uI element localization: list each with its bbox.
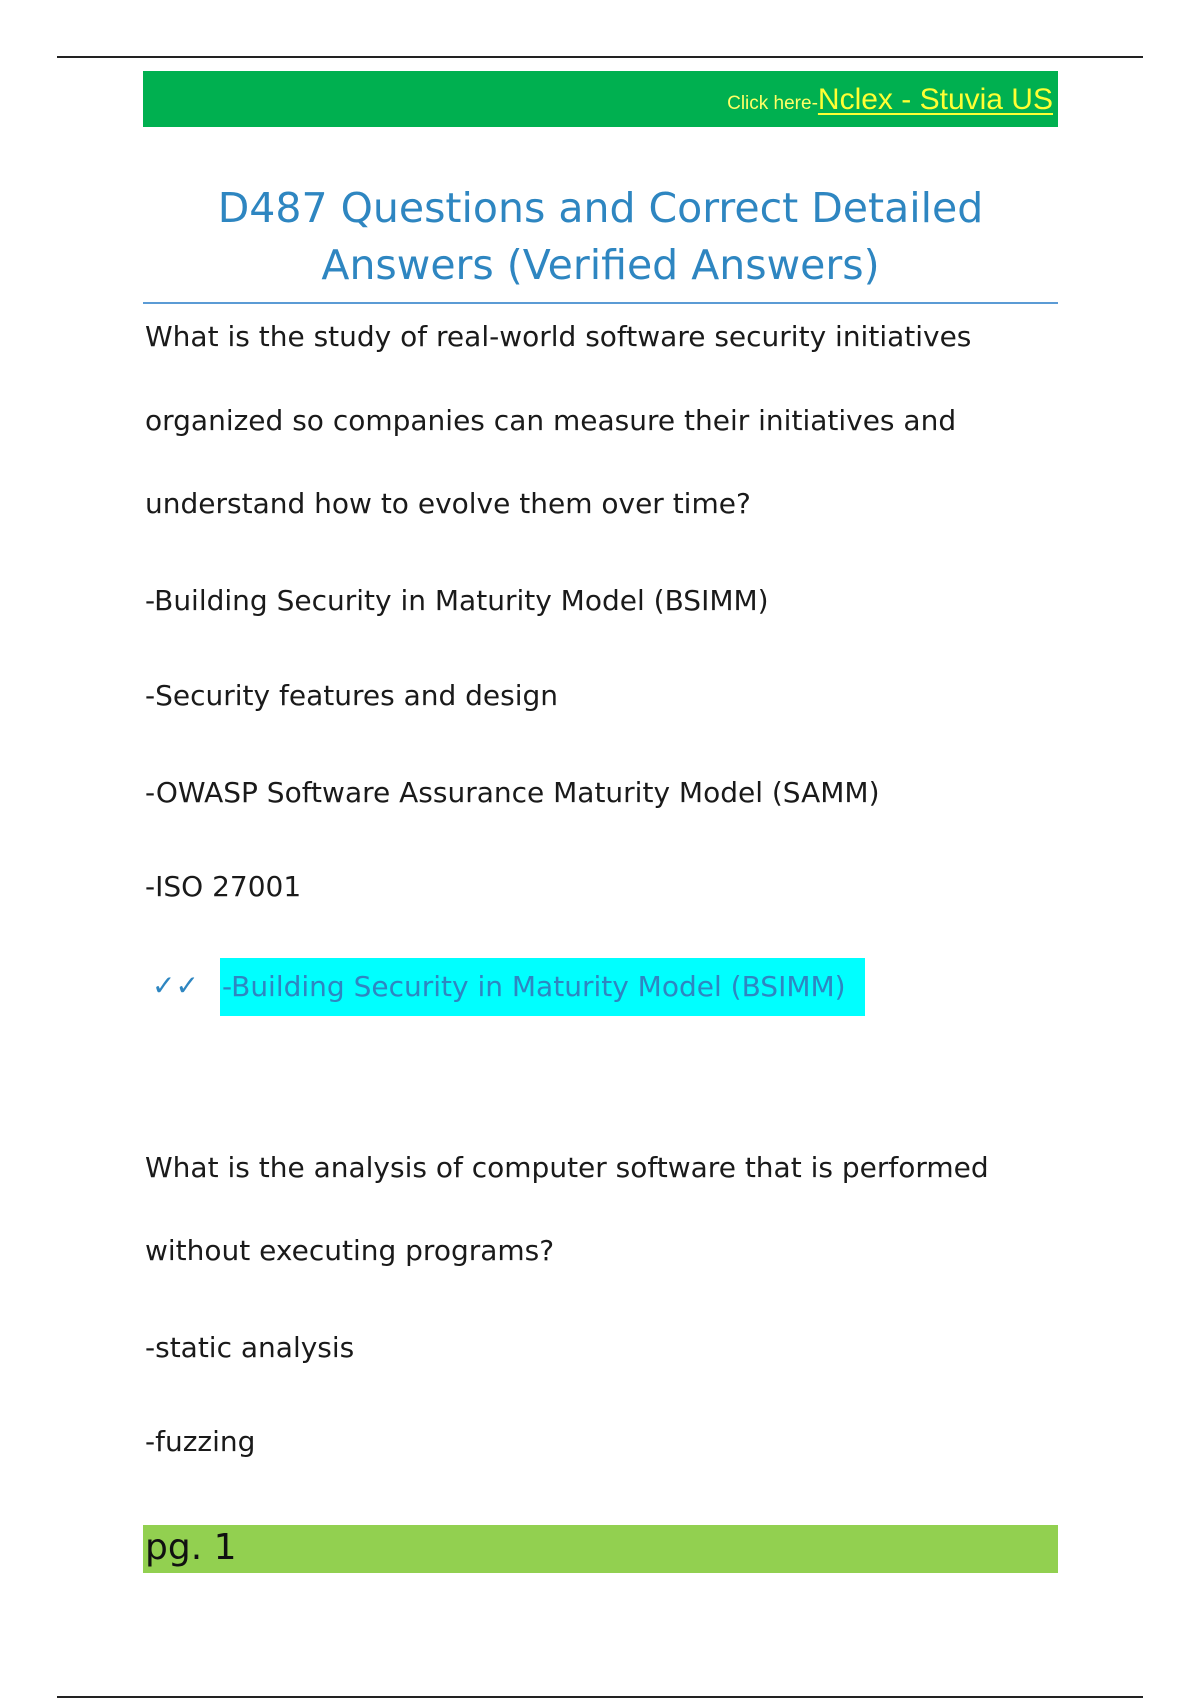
question-1-option-3: -OWASP Software Assurance Maturity Model (SAMM) xyxy=(145,776,880,809)
question-2-option-1: -static analysis xyxy=(145,1331,355,1364)
question-2-line-1: What is the analysis of computer software that is performed xyxy=(145,1151,989,1184)
page-footer xyxy=(143,1525,1058,1573)
title-line-2: Answers (Verified Answers) xyxy=(321,241,880,289)
check-mark-icon: ✓✓ xyxy=(152,969,199,1002)
question-1-line-2: organized so companies can measure their initiatives and xyxy=(145,404,957,437)
question-1-line-3: understand how to evolve them over time? xyxy=(145,487,751,520)
question-2-line-2: without executing programs? xyxy=(145,1234,555,1267)
document-title xyxy=(143,180,1058,294)
question-1-line-1: What is the study of real-world software security initiatives xyxy=(145,320,972,353)
question-2-option-2: -fuzzing xyxy=(145,1425,256,1458)
banner-content xyxy=(727,83,1053,117)
question-1-option-1: -Building Security in Maturity Model (BSIMM) xyxy=(145,584,769,617)
top-rule xyxy=(57,56,1143,58)
answer-highlight: -Building Security in Maturity Model (BSIMM) xyxy=(220,958,865,1016)
page-number: pg. 1 xyxy=(145,1527,237,1568)
question-1-option-2: -Security features and design xyxy=(145,679,559,712)
promo-banner xyxy=(143,71,1058,127)
title-line-1: D487 Questions and Correct Detailed xyxy=(217,184,984,232)
bottom-rule xyxy=(57,1696,1143,1698)
title-underline xyxy=(143,302,1058,304)
banner-link[interactable]: Nclex - Stuvia US xyxy=(817,83,1053,116)
question-1-option-4: -ISO 27001 xyxy=(145,870,302,903)
banner-prefix: Click here- xyxy=(727,93,818,114)
